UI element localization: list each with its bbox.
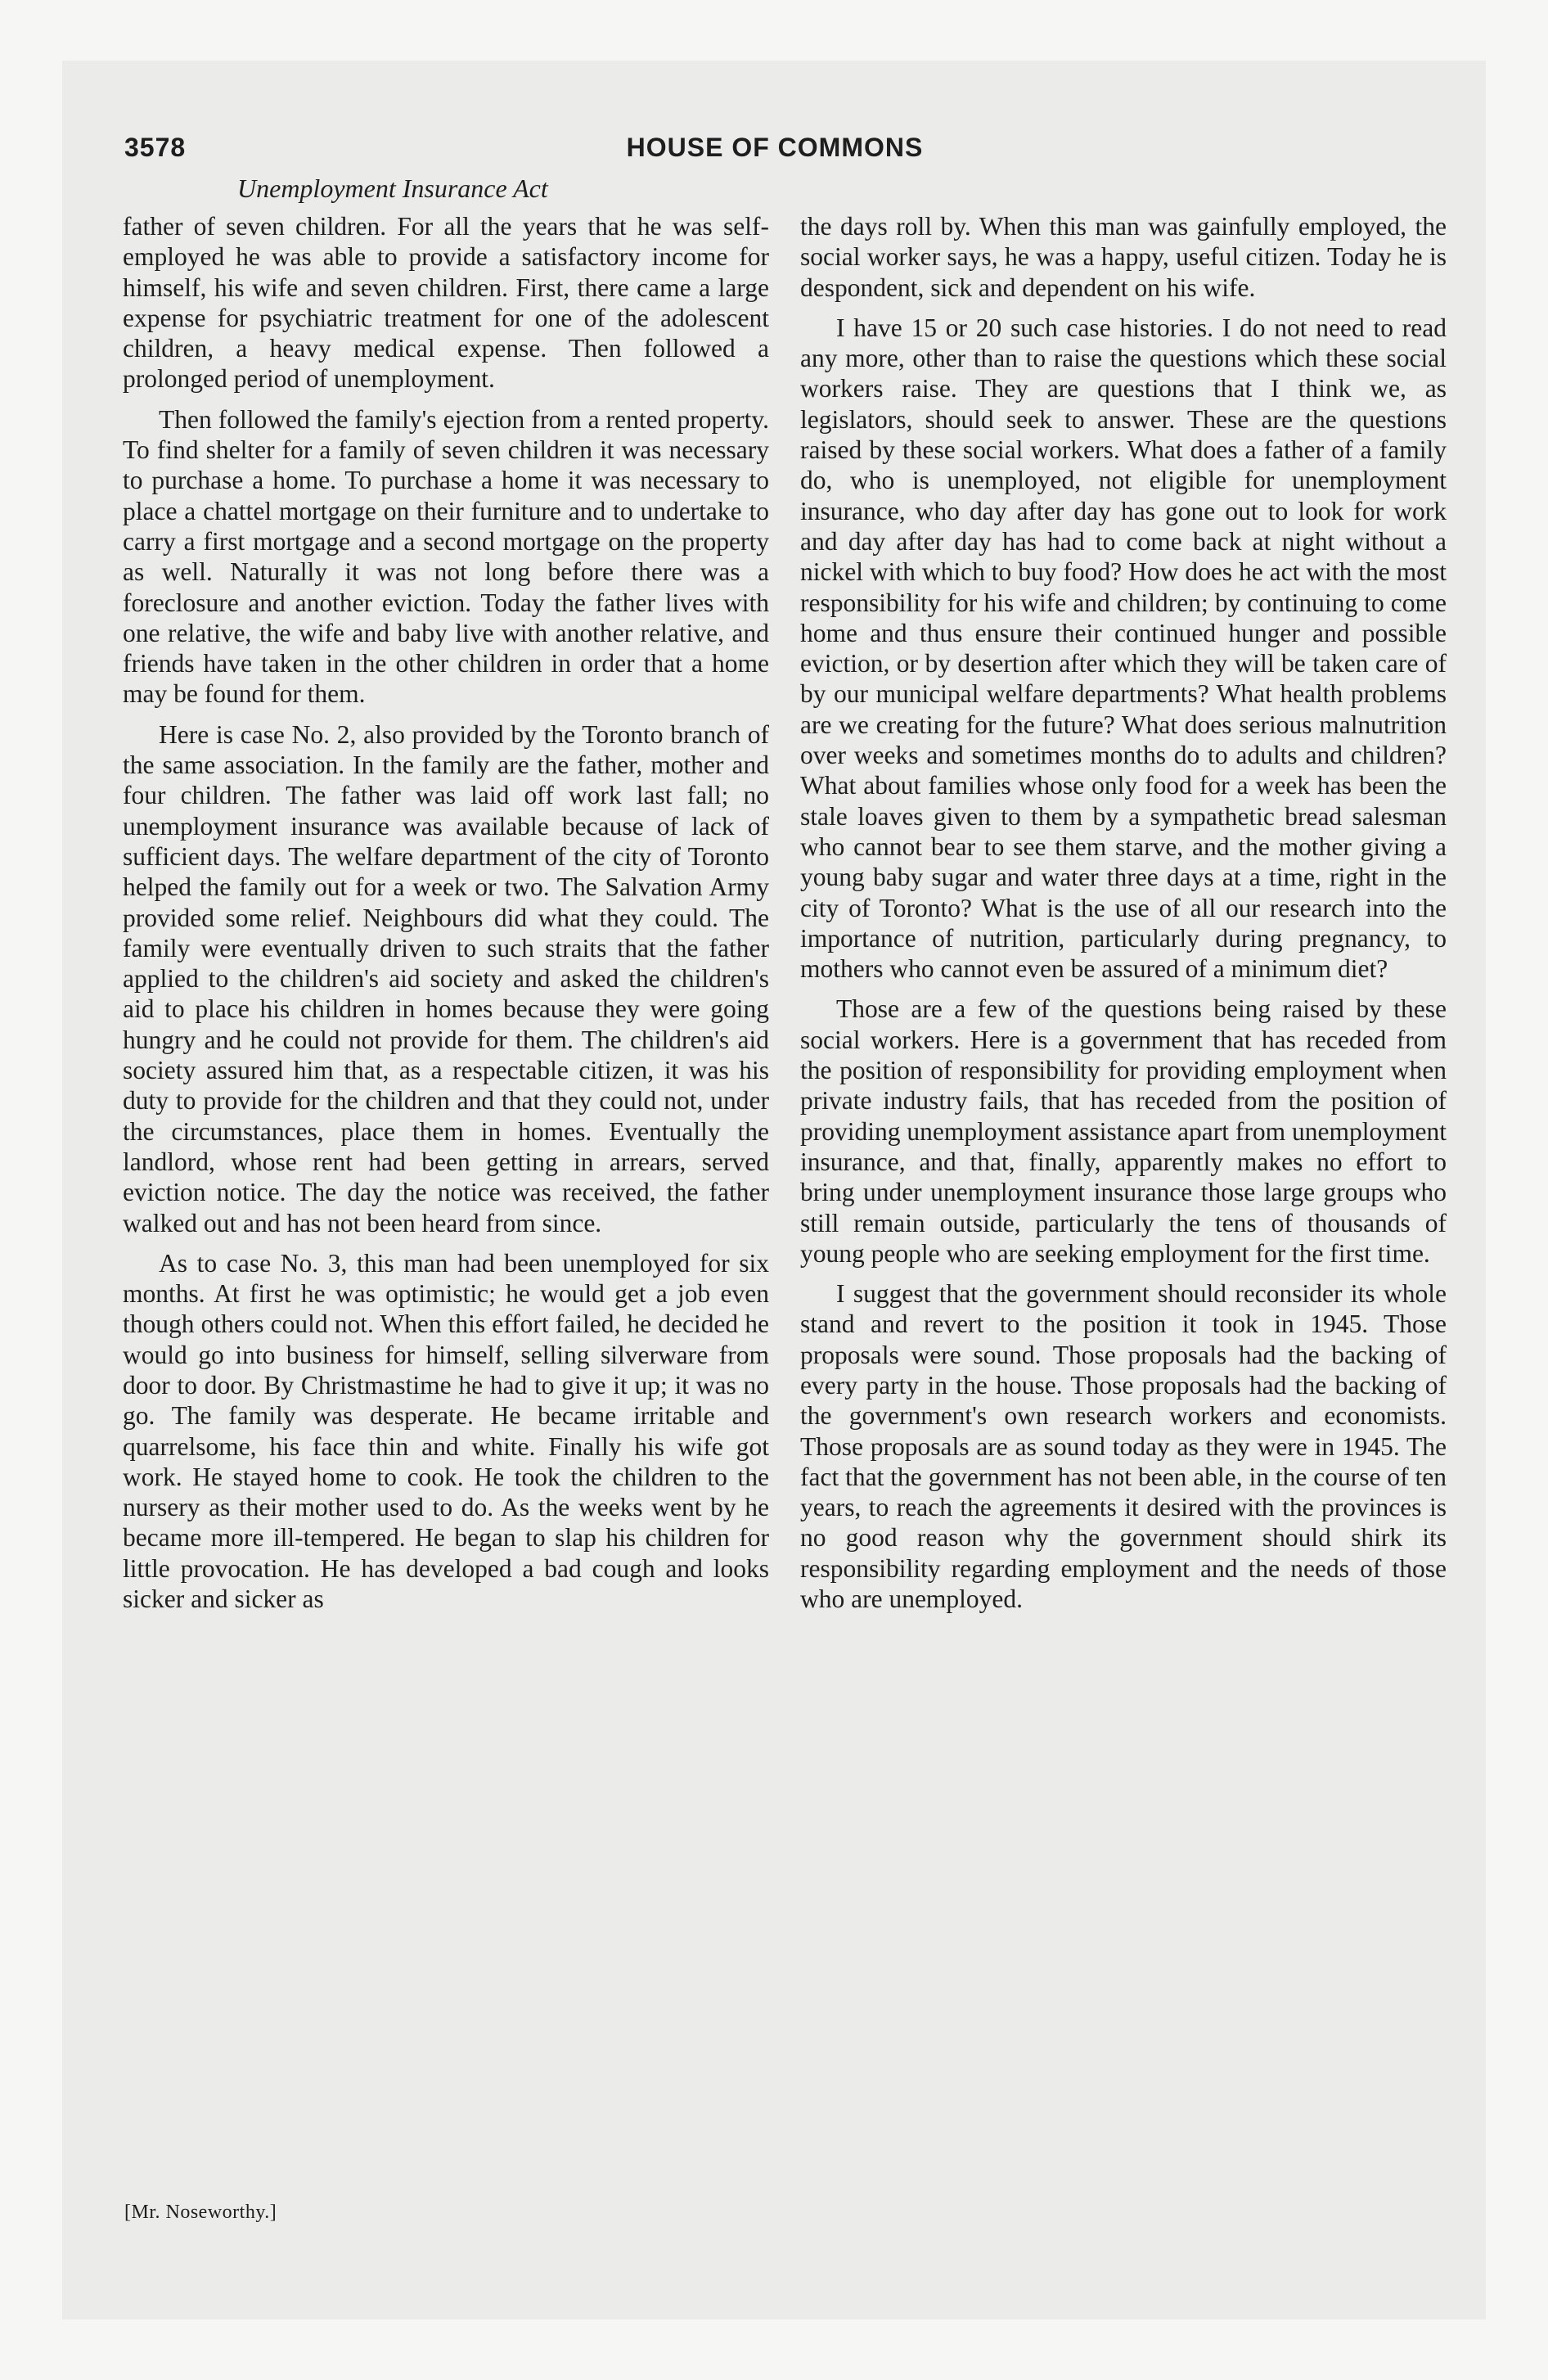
left-column: [123, 211, 769, 1624]
running-subtitle: Unemployment Insurance Act: [237, 174, 548, 203]
journal-title: HOUSE OF COMMONS: [626, 133, 924, 162]
right-column: [800, 211, 1447, 1624]
paragraph: As to case No. 3, this man had been unemployed for six months. At first he was optimistic; he would get a job even though others could not. When this effort failed, he decided he would go into business for himself, selling silverware from door to door. By Christmastime he had to give it up; it was no go. The family was desperate. He became irritable and quarrelsome, his face thin and white. Finally his wife got work. He stayed home to cook. He took the children to the nursery as their mother used to do. As the weeks went by he became more ill-tempered. He began to slap his children for little provocation. He has developed a bad cough and looks sicker and sicker as: [123, 1248, 769, 1614]
paragraph: Those are a few of the questions being raised by these social workers. Here is a government that has receded from the position of responsibility for providing employment when private industry fails, that has receded from the position of providing unemployment assistance apart from unemployment insurance, and that, finally, apparently makes no effort to bring under unemployment insurance those large groups who still remain outside, particularly the tens of thousands of young people who are seeking employment for the first time.: [800, 994, 1447, 1268]
paragraph: father of seven children. For all the years that he was self-employed he was able to provide a satisfactory income for himself, his wife and seven children. First, there came a large expense for psychiatric treatment for one of the adolescent children, a heavy medical expense. Then followed a prolonged period of unemployment.: [123, 212, 769, 394]
paragraph: Here is case No. 2, also provided by the Toronto branch of the same association. In the family are the father, mother and four children. The father was laid off work last fall; no unemployment insurance was available because of lack of sufficient days. The welfare department of the city of Toronto helped the family out for a week or two. The Salvation Army provided some relief. Neighbours did what they could. The family were eventually driven to such straits that the father applied to the children's aid society and asked the children's aid to place his children in homes because they were going hungry and he could not provide for them. The children's aid society assured him that, as a respectable citizen, it was his duty to provide for the children and that they could not, under the circumstances, place them in homes. Eventually the landlord, whose rent had been getting in arrears, served eviction notice. The day the notice was received, the father walked out and has not been heard from since.: [123, 719, 769, 1237]
paragraph: the days roll by. When this man was gainfully employed, the social worker says, he was a happy, useful citizen. Today he is despondent, sick and dependent on his wife.: [800, 212, 1447, 302]
speaker-footer: [Mr. Noseworthy.]: [124, 2202, 277, 2223]
paragraph: I suggest that the government should reconsider its whole stand and revert to the position it took in 1945. Those proposals were sound. Those proposals had the backing of every party in the house. Those proposals had the backing of the government's own research workers and economists. Those proposals are as sound today as they were in 1945. The fact that the government has not been able, in the course of ten years, to reach the agreements it desired with the provinces is no good reason why the government should shirk its responsibility regarding employment and the needs of those who are unemployed.: [800, 1279, 1447, 1614]
page-number: 3578: [124, 133, 187, 162]
paragraph: I have 15 or 20 such case histories. I do not need to read any more, other than to raise the questions which these social workers raise. They are questions that I think we, as legislators, should seek to answer. These are the questions raised by these social workers. What does a father of a family do, who is unemployed, not eligible for unemployment insurance, who day after day has gone out to look for work and day after day has had to come back at night without a nickel with which to buy food? How does he act with the most responsibility for his wife and children; by continuing to come home and thus ensure their continued hunger and possible eviction, or by desertion after which they will be taken care of by our municipal welfare departments? What health problems are we creating for the future? What does serious malnutrition over weeks and sometimes months do to adults and children? What about families whose only food for a week has been the stale loaves given to them by a sympathetic bread salesman who cannot bear to see them starve, and the mother giving a young baby sugar and water three days at a time, right in the city of Toronto? What is the use of all our research into the importance of nutrition, particularly during pregnancy, to mothers who cannot even be assured of a minimum diet?: [800, 313, 1447, 984]
paragraph: Then followed the family's ejection from a rented property. To find shelter for a family of seven children it was necessary to purchase a home. To purchase a home it was necessary to place a chattel mortgage on their furniture and to undertake to carry a first mortgage and a second mortgage on the property as well. Naturally it was not long before there was a foreclosure and another eviction. Today the father lives with one relative, the wife and baby live with another relative, and friends have taken in the other children in order that a home may be found for them.: [123, 404, 769, 709]
